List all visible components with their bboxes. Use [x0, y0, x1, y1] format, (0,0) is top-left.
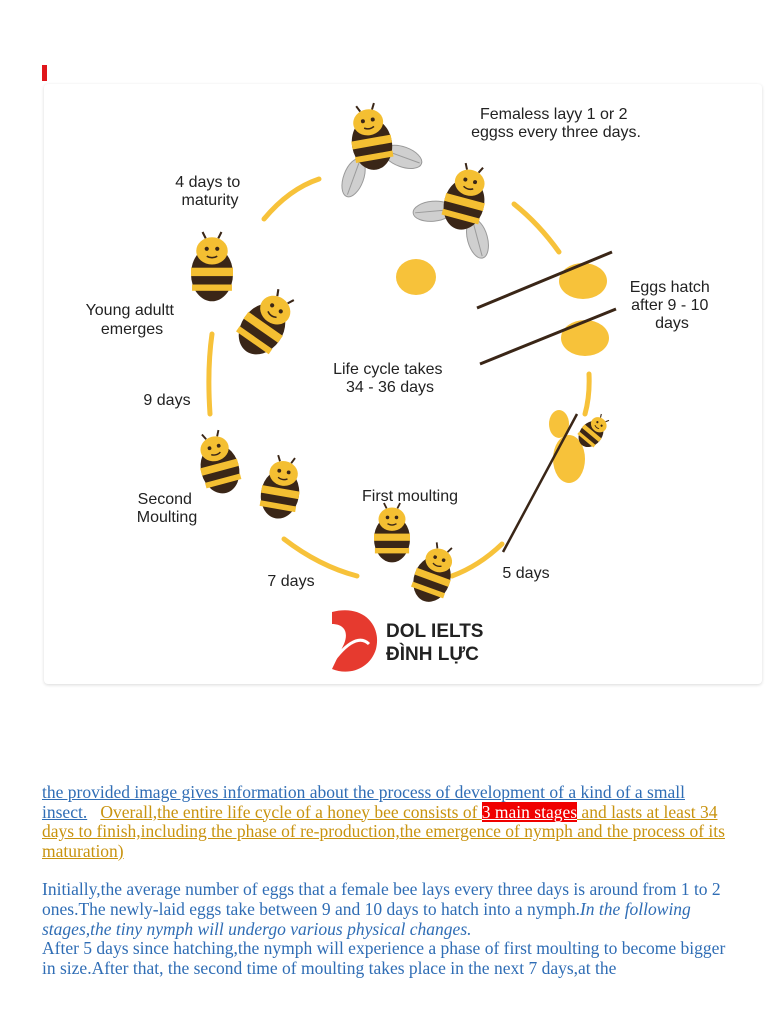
young-adult-label: Young adultt: [85, 302, 174, 319]
logo-line-2: ĐÌNH LỰC: [386, 644, 479, 665]
essay-paragraph: After 5 days since hatching,the nymph will experience a phase of first moulting to become bigger in size.After that, the second time of moulting takes place in the next 7 days,at the: [42, 938, 726, 978]
egg-icon: [559, 263, 607, 299]
svg-text:Life cycle takes 34 - 36: [333, 361, 447, 396]
life-cycle-diagram: [44, 84, 762, 684]
young-adult-bee-icon: [191, 232, 233, 301]
maturity-label: 4 days to: [175, 174, 241, 191]
essay-overview: Overall,the entire life cycle of a honey bee consists of: [100, 801, 482, 822]
second-moulting-label: Second: [137, 491, 192, 508]
essay-paragraph: [42, 783, 732, 861]
life-cycle-label: 34 - 36 days: [345, 379, 435, 396]
svg-text:Femaless layy 1 or 2 egg: [471, 106, 641, 141]
essay-paragraph: [42, 880, 732, 939]
essay-intro-sentence: the provided image gives information about the process of development of a kind of a small insect.: [42, 782, 685, 822]
essay-italic-text: In the following stages,the tiny nymph will undergo various physical changes.: [42, 898, 691, 939]
second-moulting-bee-icon: [257, 453, 305, 521]
life-cycle-label: Life cycle takes: [333, 361, 443, 378]
logo-line-1: DOL IELTS: [386, 621, 484, 642]
second-moulting-label: Moulting: [136, 509, 198, 526]
svg-text:Young adultt emerges: [86, 302, 179, 338]
young-adult-bee-icon: [229, 283, 303, 364]
svg-text:4 days to maturity: [175, 174, 244, 209]
svg-text:Second Moulting: [137, 491, 197, 526]
highlighted-phrase: 3 main stages: [481, 801, 578, 822]
young-adult-label: emerges: [100, 321, 164, 338]
hatching-nymph-icon: [503, 410, 614, 552]
nine-days-label: 9 days: [143, 392, 191, 409]
essay-text[interactable]: [42, 783, 732, 978]
essay-body-text: Initially,the average number of eggs that a female bee lays every three days is around from 1 to 2 ones.The newly-laid eggs take between 9 and 10 days to hatch into a nymph.: [42, 879, 721, 919]
female-bee-icon: [323, 96, 431, 203]
maturity-label: maturity: [181, 192, 239, 209]
svg-text:Eggs hatch after 9 - 10: [630, 279, 715, 332]
dol-logo-icon: [327, 610, 377, 671]
essay-overview-continued: and lasts at least 34 days to finish,including the phase of re-production,the emergence of nymph and the process of its maturation): [42, 801, 725, 861]
egg-icon: [561, 320, 609, 356]
female-label: Femaless layy 1 or 2: [479, 106, 628, 123]
five-days-label: 5 days: [502, 565, 550, 582]
text-cursor-marker: [42, 65, 47, 81]
female-bee-icon: [402, 152, 514, 265]
egg-icon: [396, 259, 436, 295]
eggs-hatch-label: days: [655, 315, 689, 332]
seven-days-label: 7 days: [267, 573, 315, 590]
first-moulting-label: First moulting: [361, 488, 459, 505]
female-label: eggss every three days.: [471, 124, 641, 141]
eggs-hatch-label: Eggs hatch: [629, 279, 710, 296]
first-moulting-bee-icon: [374, 503, 410, 562]
second-moulting-bee-icon: [192, 427, 245, 497]
eggs-hatch-label: after 9 - 10: [631, 297, 709, 314]
